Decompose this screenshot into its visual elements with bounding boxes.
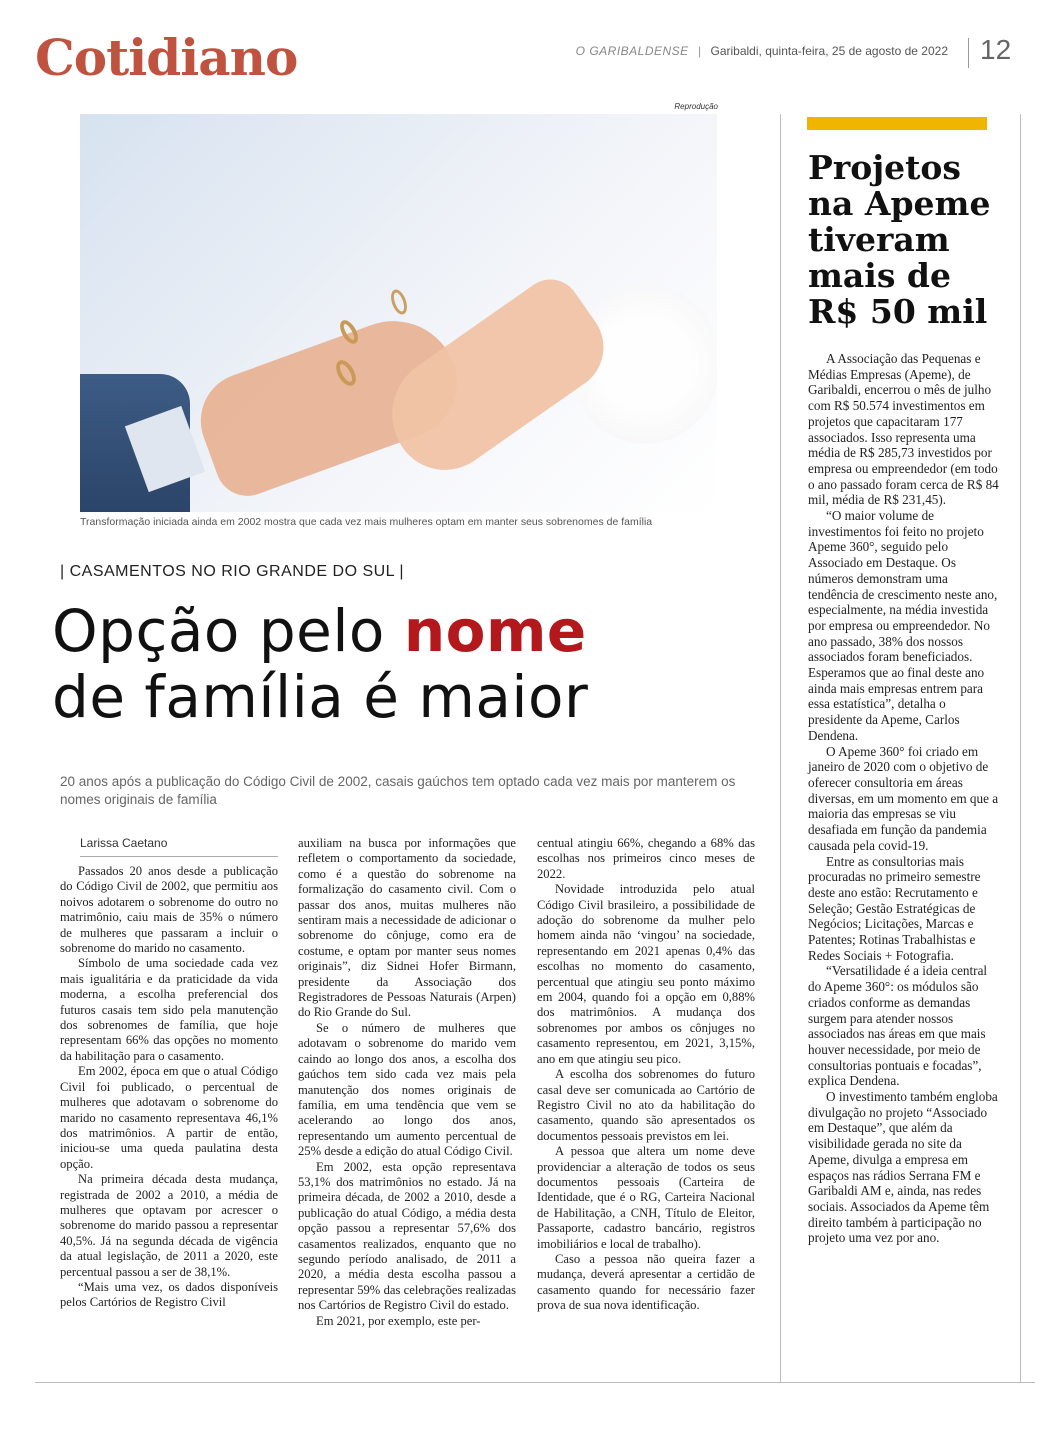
headline-highlight: nome	[403, 597, 587, 665]
article-headline	[52, 598, 588, 730]
photo-credit: Reprodução	[674, 102, 718, 111]
paragraph: Símbolo de uma sociedade cada vez mais igualitária e da praticidade da vida moderna, a escolha preferencial dos futuros casais tem sido pela manutenção dos sobrenomes de família, que hoje representam 66% das opções no momento da habilitação para o casamento.	[60, 956, 278, 1063]
sidebar-accent-bar	[807, 117, 987, 130]
paragraph: Em 2002, esta opção representava 53,1% dos matrimônios no estado. Já na primeira década, de 2002 a 2010, desde a publicação do atual Código, a média desta opção passou a representar 57,6% dos casamentos realizados, enquanto que no segundo período analisado, de 2011 a 2020, a média desta escolha passou a representar 59% das celebrações realizadas nos Cartórios de Registro Civil do estado.	[298, 1159, 516, 1313]
paragraph: “Mais uma vez, os dados disponíveis pelos Cartórios de Registro Civil	[60, 1279, 278, 1310]
paragraph: Se o número de mulheres que adotavam o sobrenome do marido vem caindo ao longo dos anos, a escolha dos gaúchos tem sido cada vez mais pela manutenção dos nomes originais de família, em uma tendência que vem se acelerando ao longo dos anos, representando um aumento percentual de 25% desde a edição do atual Código Civil.	[298, 1020, 516, 1159]
newspaper-name: O GARIBALDENSE	[575, 44, 689, 58]
footer-rule	[35, 1382, 1035, 1383]
paragraph: Em 2002, época em que o atual Código Civil foi publicado, o percentual de mulheres que adotavam o sobrenome do marido no casamento representava 46,1% dos matrimônios. A partir de então, iniciou-se uma queda paulatina desta opção.	[60, 1064, 278, 1171]
headline-part1: Opção pelo	[52, 597, 404, 665]
header-separator: |	[698, 44, 702, 58]
ring-icon	[388, 287, 410, 316]
paragraph: “Versatilidade é a ideia central do Apeme 360°: os módulos são criados conforme as demandas surgem para atender nossos associados nas áreas em que mais houver necessidade, por meio de consultorias pontuais e focadas”, explica Dendena.	[808, 963, 988, 1089]
sidebar-body	[808, 351, 1000, 1246]
article-column-1	[60, 864, 278, 1311]
page-number-divider	[968, 38, 969, 68]
headline-line2: de família é maior	[52, 663, 589, 731]
paragraph: Na primeira década desta mudança, registrada de 2002 a 2010, a média de mulheres que optavam por acrescer o sobrenome do marido passou a representar 40,5%. Já na segunda década de vigência da atual legislação, de 2011 a 2020, este percentual passou a ser de 38,1%.	[60, 1172, 278, 1279]
header-meta	[576, 44, 948, 58]
paragraph: Em 2021, por exemplo, este per-	[316, 1313, 481, 1328]
paragraph: Entre as consultorias mais procuradas no primeiro semestre deste ano estão: Recrutamento e Seleção; Gestão Estratégicas de Negócios; Licitações, Marcas e Patentes; Rotinas Trabalhistas e Redes Sociais + Fotografia.	[808, 853, 981, 963]
paragraph: A pessoa que altera um nome deve providenciar a alteração de todos os seus documentos pessoais (Carteira de Identidade, que é o RG, Carteira Nacional de Habilitação, a CNH, Título de Eleitor, Passaporte, cadastro bancário, registros imobiliários e local de trabalho).	[537, 1144, 755, 1251]
photo-bride-hand	[369, 268, 620, 490]
article-byline: Larissa Caetano	[80, 836, 168, 850]
article-column-2	[298, 836, 516, 1329]
paragraph: A Associação das Pequenas e Médias Empresas (Apeme), de Garibaldi, encerrou o mês de julho com R$ 50.574 investimentos em projetos que capacitaram 177 associados. Isso representa uma média de R$ 285,73 investidos por empresa ou empreendedor (em todo o ano passado foram cerca de R$ 84 mil, média de R$ 231,45).	[808, 351, 999, 508]
paragraph: centual atingiu 66%, chegando a 68% das escolhas nos primeiros cinco meses de 2022.	[537, 836, 755, 881]
section-title: Cotidiano	[35, 28, 298, 87]
article-kicker: | CASAMENTOS NO RIO GRANDE DO SUL |	[60, 563, 405, 580]
paragraph: Novidade introduzida pelo atual Código Civil brasileiro, a possibilidade de adoção do sobrenome da mulher pelo homem ainda não ‘vingou’ na sociedade, representando em 2021 apenas 0,4% das escolhas no momento do casamento, percentual que atingiu seu ponto máximo em 2004, quando foi a opção em 0,88% dos matrimônios. A mudança dos sobrenomes por ambos os cônjuges no casamento representou, em 2021, 3,15%, ano em que atingiu seu pico.	[537, 882, 755, 1066]
page-number: 12	[980, 34, 1012, 65]
paragraph: “O maior volume de investimentos foi feito no projeto Apeme 360°, seguido pelo Associado em Destaque. Os números demonstram uma tendência de crescimento neste ano, especialmente, na média investida por empresa ou empreendedor. No ano passado, 38% dos nossos associados foram beneficiados. Esperamos que ao final deste ano ainda mais empresas entrem para essa estatística”, detalha o presidente da Apeme, Carlos Dendena.	[808, 508, 998, 743]
article-subhead: 20 anos após a publicação do Código Civil de 2002, casais gaúchos tem optado cada vez mais por manterem os nomes originais de família	[60, 774, 736, 807]
sidebar-headline: Projetos na Apeme tiveram mais de R$ 50 mil	[808, 148, 991, 331]
paragraph: O Apeme 360° foi criado em janeiro de 2020 com o objetivo de oferecer consultoria em áreas diversas, em um momento em que a maioria das empresas se viu desafiada em função da pandemia causada pela covid-19.	[808, 743, 999, 853]
paragraph: Passados 20 anos desde a publicação do Código Civil de 2002, que permitiu aos noivos adotarem o sobrenome do outro no matrimônio, caiu mais de 35% o número de mulheres que passaram a incluir o sobrenome do marido no casamento.	[60, 864, 278, 956]
paragraph: auxiliam na busca por informações que refletem o comportamento da sociedade, como é a questão do sobrenome na formalização do casamento civil. Com o passar dos anos, muitas mulheres não sentiram mais a necessidade de adicionar o sobrenome do cônjuge, como era de costume, e optam por manter seus nomes originais”, diz Sidnei Hofer Birmann, presidente da Associação dos Registradores de Pessoas Naturais (Arpen) do Rio Grande do Sul.	[298, 836, 516, 1020]
dateline: Garibaldi, quinta-feira, 25 de agosto de 2022	[710, 44, 948, 58]
wedding-ring-photo	[80, 114, 717, 512]
paragraph: O investimento também engloba divulgação no projeto “Associado em Destaque”, que além da visibilidade gerada no site da Apeme, divulga a empresa em espaços nas rádios Serrana FM e Garibaldi AM e, ainda, nas redes sociais. Associados da Apeme têm direito também à participação no projeto uma vez por ano.	[808, 1089, 998, 1246]
photo-caption: Transformação iniciada ainda em 2002 mostra que cada vez mais mulheres optam em manter seus sobrenomes de família	[80, 516, 653, 528]
paragraph: A escolha dos sobrenomes do futuro casal deve ser comunicada ao Cartório de Registro Civil no ato da habilitação do casamento, quando são apresentados os documentos pessoais previstos em lei.	[537, 1067, 755, 1143]
sidebar-rule-left	[780, 114, 781, 1382]
article-column-3	[537, 836, 755, 1314]
byline-rule	[80, 856, 278, 857]
sidebar-rule-right	[1020, 114, 1021, 1382]
paragraph: Caso a pessoa não queira fazer a mudança, deverá apresentar a certidão de casamento quando for necessário fazer prova de sua nova identificação.	[537, 1251, 755, 1313]
